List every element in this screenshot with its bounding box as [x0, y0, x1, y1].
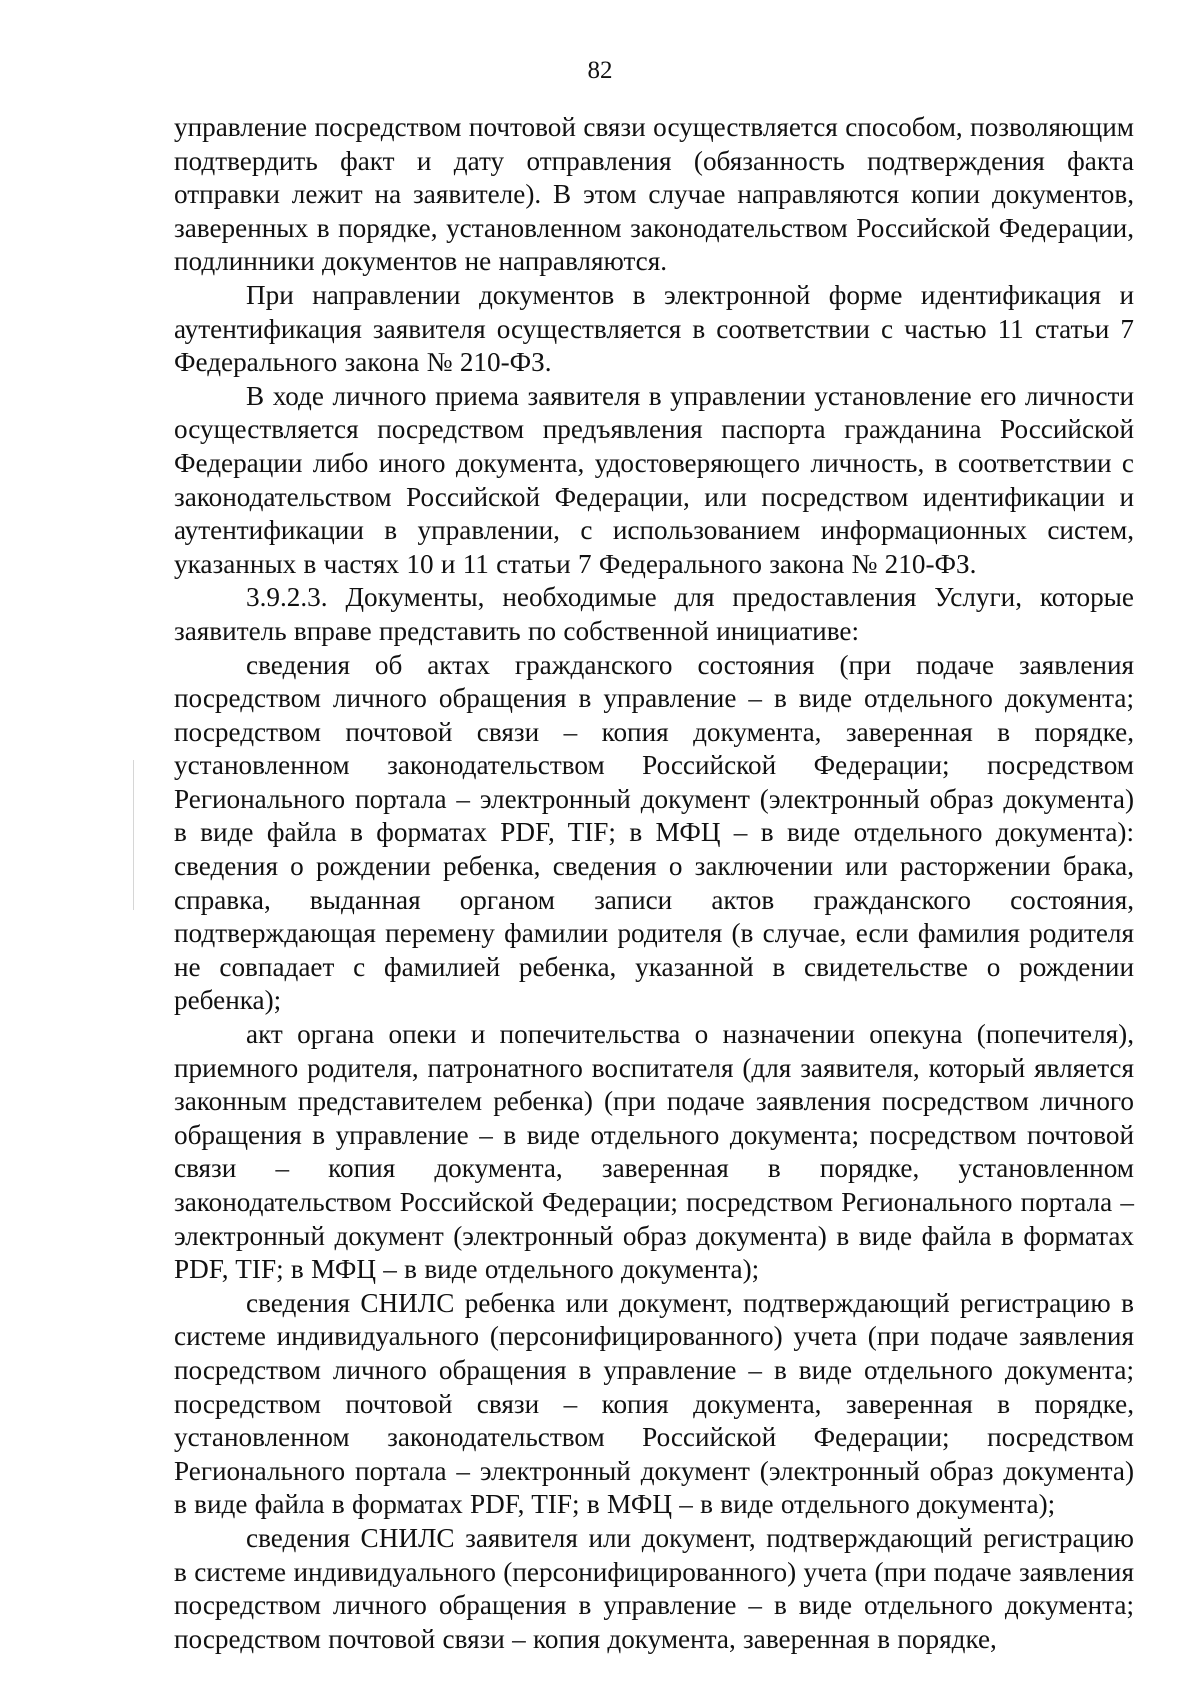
scan-artifact [133, 760, 134, 910]
paragraph-applicant-snils: сведения СНИЛС заявителя или документ, подтверждающий регистрацию в системе индивидуального (персонифицированного) учета (при подаче заявления посредством личного обращения в управление – в виде отдельного документа; посредством почтовой связи – копия документа, заверенная в порядке, [174, 1522, 1134, 1654]
paragraph-civil-status-records: сведения об актах гражданского состояния (при подаче заявления посредством личного обращения в управление – в виде отдельного документа; посредством почтовой связи – копия документа, заверенная в порядке, установленном законодательством Российской Федерации; посредством Регионального портала – электронный документ (электронный образ документа) в виде файла в форматах PDF, TIF; в МФЦ – в виде отдельного документа): сведения о рождении ребенка, сведения о заключении или расторжении брака, справка, выданная органом записи актов гражданского состояния, подтверждающая перемену фамилии родителя (в случае, если фамилия родителя не совпадает с фамилией ребенка, указанной в свидетельстве о рождении ребенка); [174, 649, 1134, 1016]
paragraph-child-snils: сведения СНИЛС ребенка или документ, подтверждающий регистрацию в системе индивидуального (персонифицированного) учета (при подаче заявления посредством личного обращения в управление – в виде отдельного документа; посредством почтовой связи – копия документа, заверенная в порядке, установленном законодательством Российской Федерации; посредством Регионального портала – электронный документ (электронный образ документа) в виде файла в форматах PDF, TIF; в МФЦ – в виде отдельного документа); [174, 1287, 1134, 1520]
paragraph-personal-reception: В ходе личного приема заявителя в управлении установление его личности осуществляется посредством предъявления паспорта гражданина Российской Федерации либо иного документа, удостоверяющего личность, в соответствии с законодательством Российской Федерации, или посредством идентификации и аутентификации в управлении, с использованием информационных систем, указанных в частях 10 и 11 статьи 7 Федерального закона № 210-ФЗ. [174, 380, 1134, 579]
paragraph-section-3-9-2-3: 3.9.2.3. Документы, необходимые для предоставления Услуги, которые заявитель вправе представить по собственной инициативе: [174, 582, 1134, 646]
document-body [174, 111, 1134, 1656]
paragraph-postal-submission: управление посредством почтовой связи осуществляется способом, позволяющим подтвердить факт и дату отправления (обязанность подтверждения факта отправки лежит на заявителе). В этом случае направляются копии документов, заверенных в порядке, установленном законодательством Российской Федерации, подлинники документов не направляются. [174, 112, 1134, 277]
page-number: 82 [587, 57, 613, 84]
paragraph-guardianship-act: акт органа опеки и попечительства о назначении опекуна (попечителя), приемного родителя, патронатного воспитателя (для заявителя, который является законным представителем ребенка) (при подаче заявления посредством личного обращения в управление – в виде отдельного документа; посредством почтовой связи – копия документа, заверенная в порядке, установленном законодательством Российской Федерации; посредством Регионального портала – электронный документ (электронный образ документа) в виде файла в форматах PDF, TIF; в МФЦ – в виде отдельного документа); [174, 1019, 1134, 1285]
paragraph-electronic-identification: При направлении документов в электронной форме идентификация и аутентификация заявителя осуществляется в соответствии с частью 11 статьи 7 Федерального закона № 210-ФЗ. [174, 279, 1134, 378]
